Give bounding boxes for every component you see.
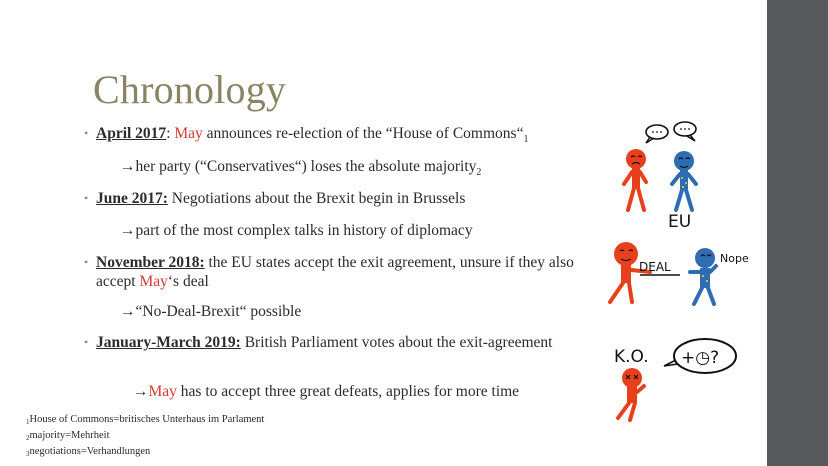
bullet-icon: •	[84, 126, 89, 140]
arrow-icon: →	[120, 303, 136, 320]
red-figure-icon	[624, 149, 646, 210]
nope-label: Nope	[720, 252, 749, 265]
slide-title: Chronology	[93, 67, 287, 112]
bullet-icon: •	[84, 191, 89, 205]
speech-bubble-icon	[646, 125, 668, 143]
item-text: November 2018: the EU states accept the exit agreement, unsure if they also accept May‘s deal	[96, 254, 574, 290]
item-date: April 2017	[96, 125, 167, 142]
item-consequence: →“No-Deal-Brexit“ possible	[120, 303, 302, 320]
ko-label: K.O.	[614, 347, 649, 367]
blue-figure-icon	[690, 248, 716, 304]
item-date: January-March 2019:	[96, 334, 241, 351]
footnote-mark: 2	[476, 167, 482, 178]
deal-label: DEAL	[639, 260, 671, 274]
bullet-icon: •	[84, 335, 89, 349]
arrow-icon: →	[120, 222, 136, 239]
footnote-mark: 1	[523, 134, 529, 145]
eu-label: EU	[668, 212, 692, 232]
knocked-out-red-figure-icon	[618, 368, 644, 420]
footnote-2: $_2$majority=Mehrheit	[26, 430, 110, 442]
blue-figure-icon	[672, 151, 696, 210]
footnote-3: $_3$negotiations=Verhandlungen	[26, 446, 151, 458]
actor-may: May	[148, 383, 177, 400]
item-date: November 2018:	[96, 254, 205, 271]
item-consequence: →her party (“Conservatives“) loses the absolute majority$_2$	[120, 158, 482, 178]
speech-bubble-icon	[674, 122, 696, 141]
thought-bubble-icon	[664, 339, 736, 373]
actor-may: May	[174, 125, 203, 142]
arrow-icon: →	[133, 383, 149, 400]
arrow-icon: →	[120, 158, 136, 175]
item-text: June 2017: Negotiations about the Brexit begin in Brussels	[96, 190, 466, 207]
item-text: January-March 2019: British Parliament votes about the exit-agreement	[96, 334, 553, 351]
actor-may: May	[139, 273, 168, 290]
item-date: June 2017:	[96, 190, 168, 207]
item-consequence: →May has to accept three great defeats, applies for more time	[133, 383, 520, 400]
bullet-icon: •	[84, 255, 89, 269]
footnote-1: $_1$House of Commons=britisches Unterhaus im Parlament	[26, 414, 265, 426]
item-text: April 2017: May announces re-election of the “House of $Commons“_1$	[96, 125, 529, 145]
item-consequence: →part of the most complex talks in history of diplomacy	[120, 222, 473, 239]
bubble-text: +◷?	[681, 348, 720, 368]
